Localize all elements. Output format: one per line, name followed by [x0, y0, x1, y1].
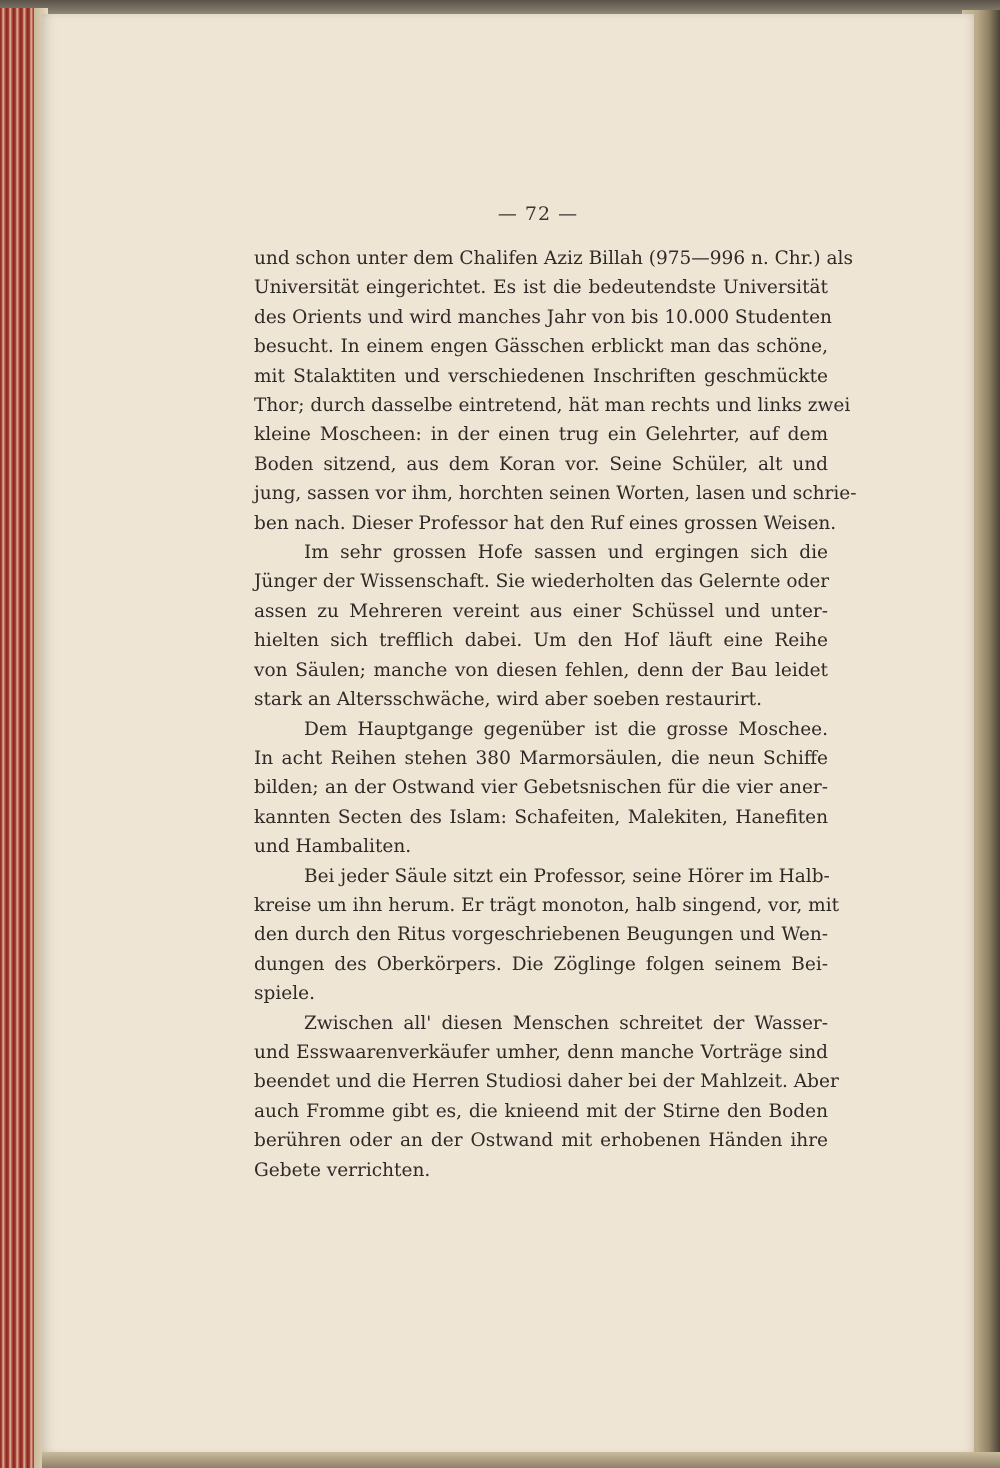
text-line: und Esswaarenverkäufer umher, denn manche Vorträge sind [254, 1041, 828, 1063]
paragraph [254, 538, 828, 714]
text-line: Thor; durch dasselbe eintretend, hät man rechts und links zwei [254, 395, 851, 417]
paragraph [254, 1009, 839, 1185]
page-stack-edge [0, 8, 48, 1468]
text-line: Boden sitzend, aus dem Koran vor. Seine Schüler, alt und [254, 453, 828, 475]
text-line: Universität eingerichtet. Es ist die bedeutendste Universität [254, 277, 828, 299]
paragraph [254, 244, 857, 538]
text-line: und Hambaliten. [254, 836, 412, 858]
text-line: Im sehr grossen Hofe sassen und ergingen sich die [304, 542, 828, 564]
body-text [254, 244, 857, 1185]
text-line: hielten sich trefflich dabei. Um den Hof läuft eine Reihe [254, 630, 828, 652]
text-line: spiele. [254, 983, 315, 1005]
text-line: kleine Moscheen: in der einen trug ein Gelehrter, auf dem [254, 424, 828, 446]
paragraph [254, 715, 828, 862]
text-line: Zwischen all' diesen Menschen schreitet der Wasser- [304, 1012, 828, 1034]
page-number: — 72 — [497, 203, 579, 225]
text-line: mit Stalaktiten und verschiedenen Inschriften geschmückte [254, 365, 828, 387]
text-line: berühren oder an der Ostwand mit erhobenen Händen ihre [254, 1130, 828, 1152]
book-bottom-edge [42, 1452, 1000, 1468]
text-line: beendet und die Herren Studiosi daher bei der Mahlzeit. Aber [254, 1071, 839, 1093]
text-line: kannten Secten des Islam: Schafeiten, Malekiten, Hanefiten [254, 806, 828, 828]
paragraph [254, 862, 840, 1009]
text-line: assen zu Mehreren vereint aus einer Schüssel und unter- [254, 600, 828, 622]
text-line: Gebete verrichten. [254, 1159, 431, 1181]
text-line: Dem Hauptgange gegenüber ist die grosse Moschee. [304, 718, 828, 740]
text-line: dungen des Oberkörpers. Die Zöglinge folgen seinem Bei- [254, 953, 828, 975]
text-line: von Säulen; manche von diesen fehlen, denn der Bau leidet [254, 659, 828, 681]
text-line: In acht Reihen stehen 380 Marmorsäulen, die neun Schiffe [254, 747, 828, 769]
text-line: bilden; an der Ostwand vier Gebetsnischen für die vier aner- [254, 777, 828, 799]
text-line: stark an Altersschwäche, wird aber soeben restaurirt. [254, 689, 762, 711]
text-line: Bei jeder Säule sitzt ein Professor, seine Hörer im Halb- [304, 865, 830, 887]
text-line: und schon unter dem Chalifen Aziz Billah (975—996 n. Chr.) als [254, 248, 853, 269]
text-line: Jünger der Wissenschaft. Sie wiederholten das Gelernte oder [254, 571, 830, 593]
text-line: kreise um ihn herum. Er trägt monoton, halb singend, vor, mit [254, 894, 840, 916]
text-line: des Orients und wird manches Jahr von bis 10.000 Studenten [254, 306, 832, 328]
text-line: besucht. In einem engen Gässchen erblickt man das schöne, [254, 336, 828, 358]
text-line: den durch den Ritus vorgeschriebenen Beugungen und Wen- [254, 924, 828, 946]
text-line: ben nach. Dieser Professor hat den Ruf eines grossen Weisen. [254, 512, 837, 534]
text-line: auch Fromme gibt es, die knieend mit der Stirne den Boden [254, 1100, 828, 1122]
text-line: jung, sassen vor ihm, horchten seinen Worten, lasen und schrie- [254, 483, 857, 505]
